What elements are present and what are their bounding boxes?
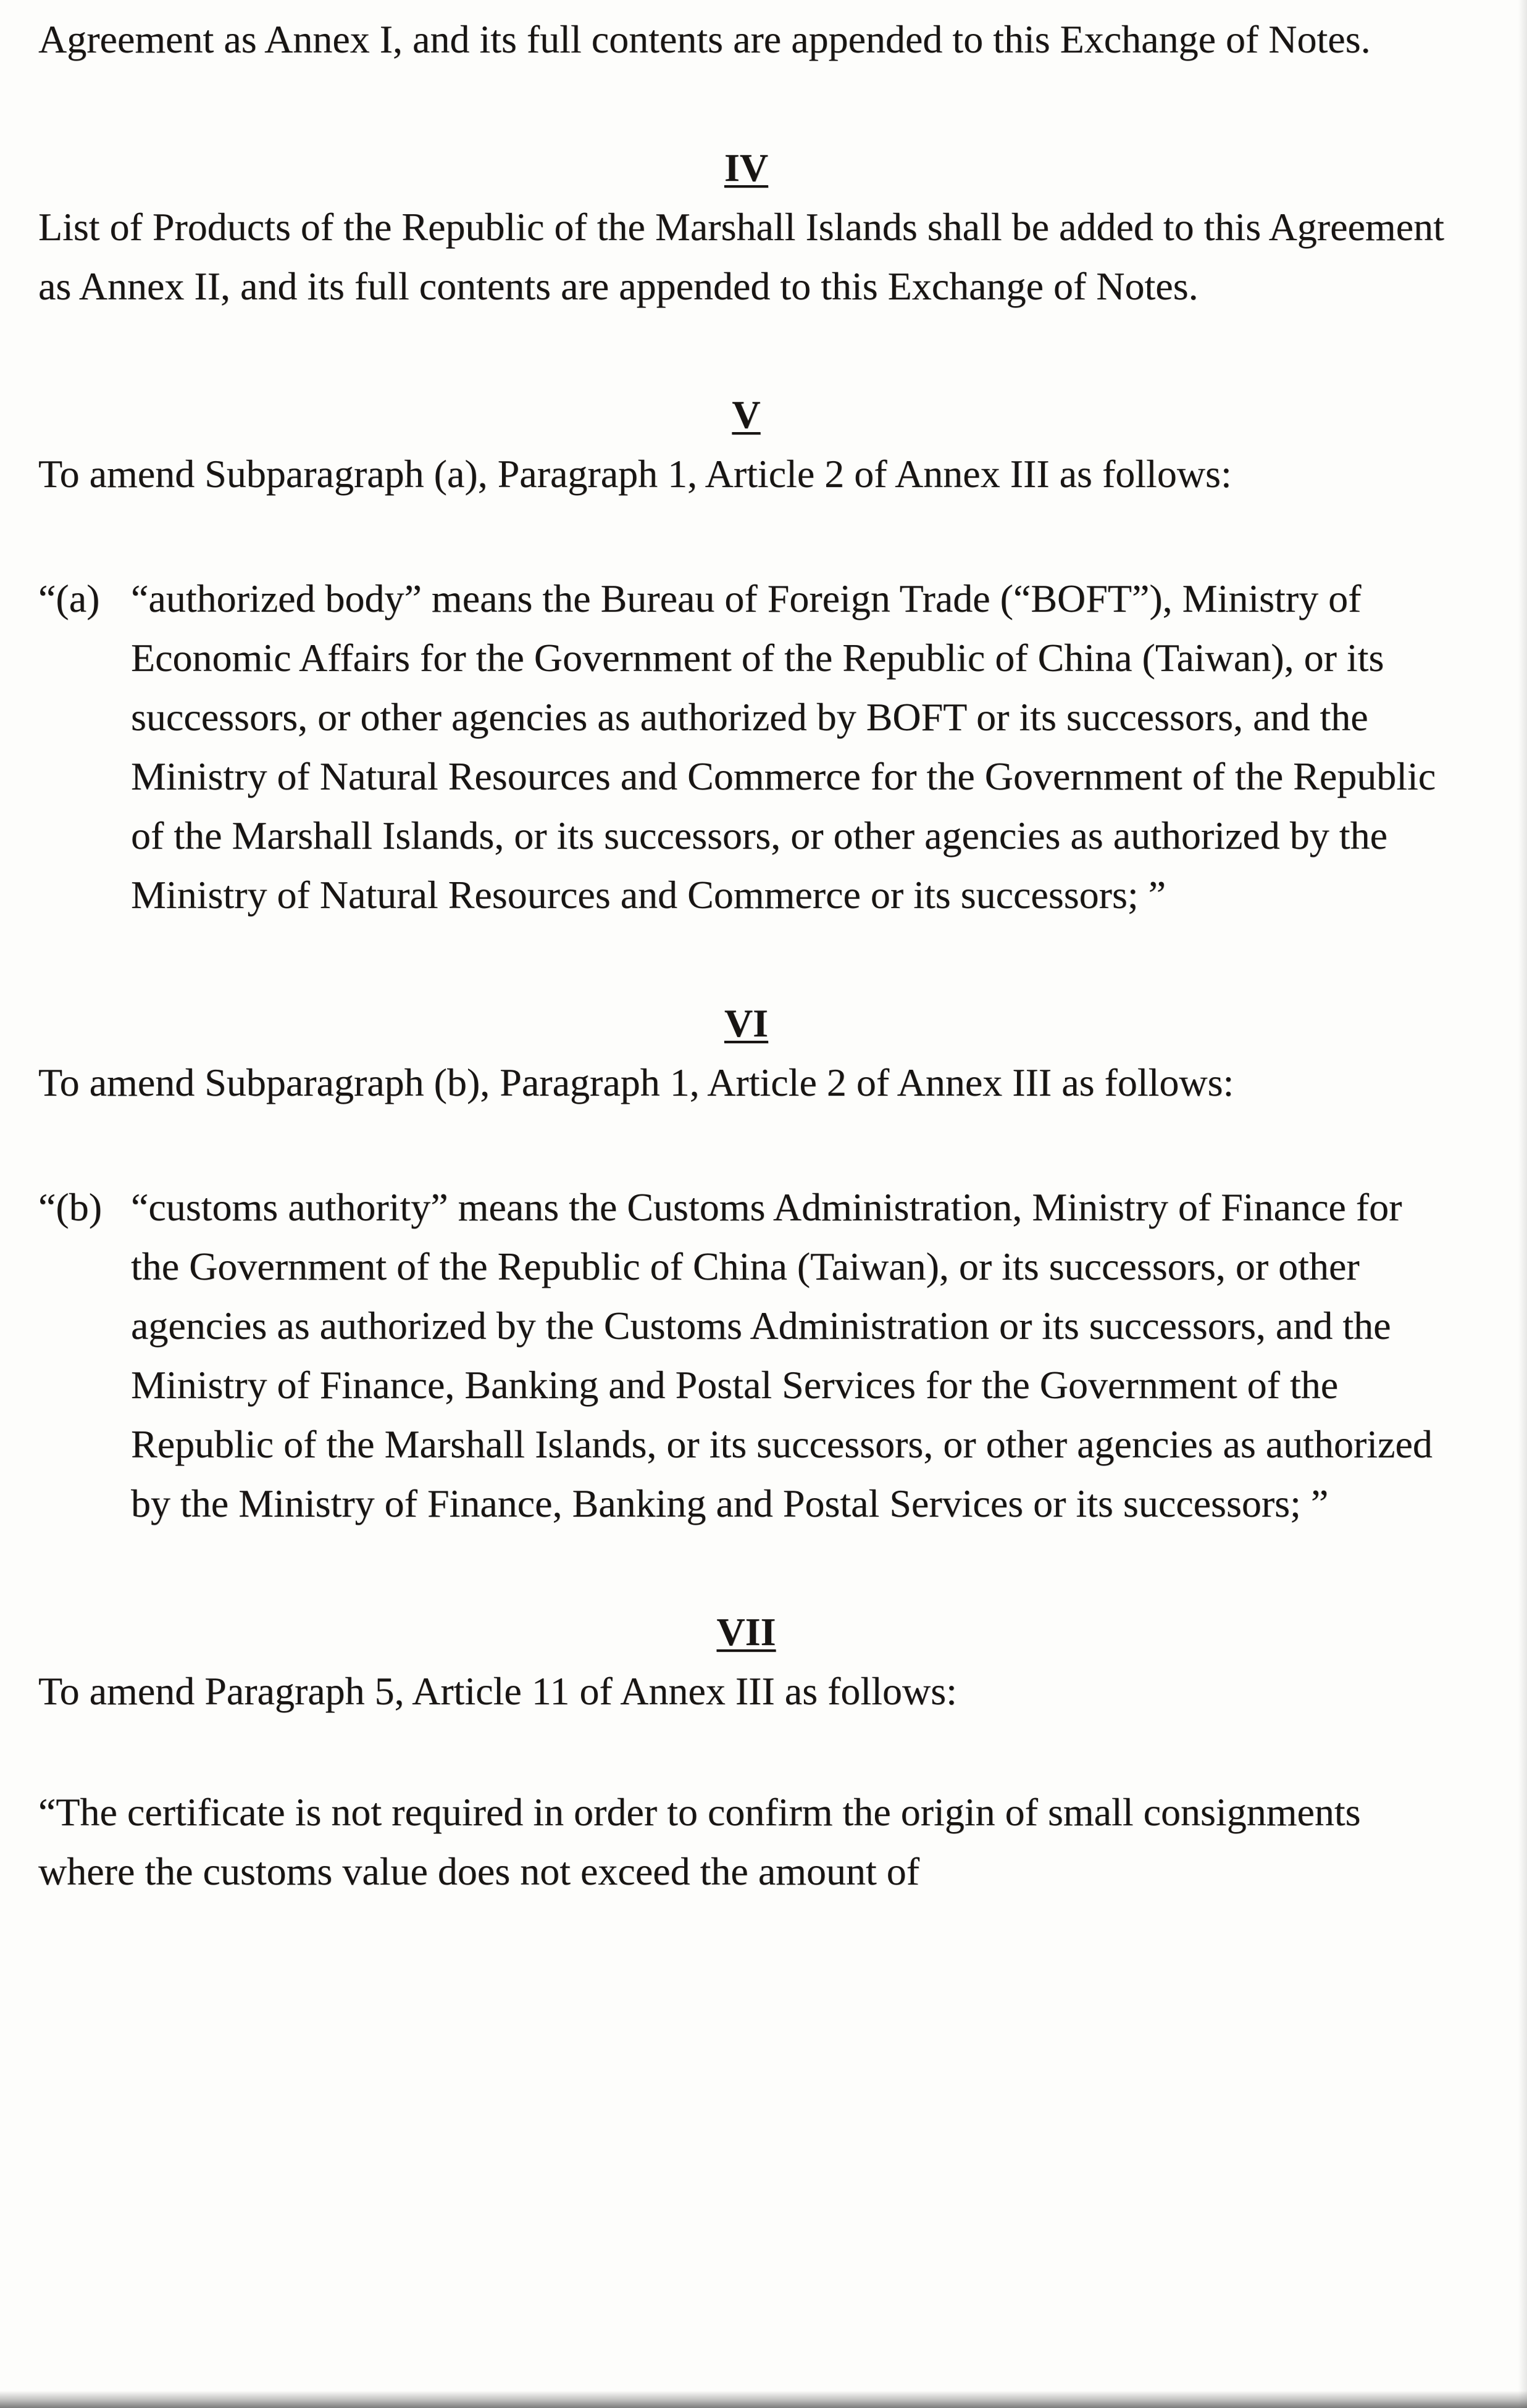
paragraph-section-iv: List of Products of the Republic of the Marshall Islands shall be added to this Agreement as Annex II, and its full contents are appended to this Exchange of Notes. (38, 205, 1444, 308)
scan-right-edge (1518, 0, 1527, 2408)
section-heading-iv (38, 138, 1454, 198)
subparagraph-a (38, 569, 1454, 925)
section-heading-vii-text: VII (716, 1610, 776, 1654)
paragraph-certificate-quote: “The certificate is not required in order to confirm the origin of small consignments where the customs value does not exceed the amount of (38, 1790, 1361, 1893)
paragraph-section-v-intro: To amend Subparagraph (a), Paragraph 1, Article 2 of Annex III as follows: (38, 452, 1232, 496)
subparagraph-a-text: “authorized body” means the Bureau of Foreign Trade (“BOFT”), Ministry of Economic Affairs for the Government of the Republic of China (Taiwan), or its successors, or other agencies as authorized by BOFT or its successors, and the Ministry of Natural Resources and Commerce for the Government of the Republic of the Marshall Islands, or its successors, or other agencies as authorized by the Ministry of Natural Resources and Commerce or its successors; ” (131, 577, 1436, 917)
subparagraph-a-label: “(a) (38, 577, 100, 620)
subparagraph-b-text: “customs authority” means the Customs Administration, Ministry of Finance for the Government of the Republic of China (Taiwan), or its successors, or other agencies as authorized by the Customs Administration or its successors, and the Ministry of Finance, Banking and Postal Services for the Government of the Republic of the Marshall Islands, or its successors, or other agencies as authorized by the Ministry of Finance, Banking and Postal Services or its successors; ” (131, 1185, 1433, 1525)
paragraph-section-vi-intro: To amend Subparagraph (b), Paragraph 1, Article 2 of Annex III as follows: (38, 1060, 1234, 1104)
paragraph-section-vii-intro: To amend Paragraph 5, Article 11 of Annex III as follows: (38, 1669, 957, 1713)
section-heading-vi (38, 994, 1454, 1053)
section-heading-vii (38, 1602, 1454, 1662)
section-heading-v (38, 385, 1454, 444)
paragraph-continued-annex1: Agreement as Annex I, and its full contents are appended to this Exchange of Notes. (38, 17, 1371, 61)
subparagraph-b (38, 1178, 1454, 1533)
section-heading-vi-text: VI (724, 1001, 769, 1045)
section-heading-v-text: V (732, 393, 761, 436)
section-heading-iv-text: IV (724, 146, 769, 190)
scan-bottom-edge (0, 2391, 1527, 2408)
subparagraph-b-label: “(b) (38, 1185, 102, 1229)
